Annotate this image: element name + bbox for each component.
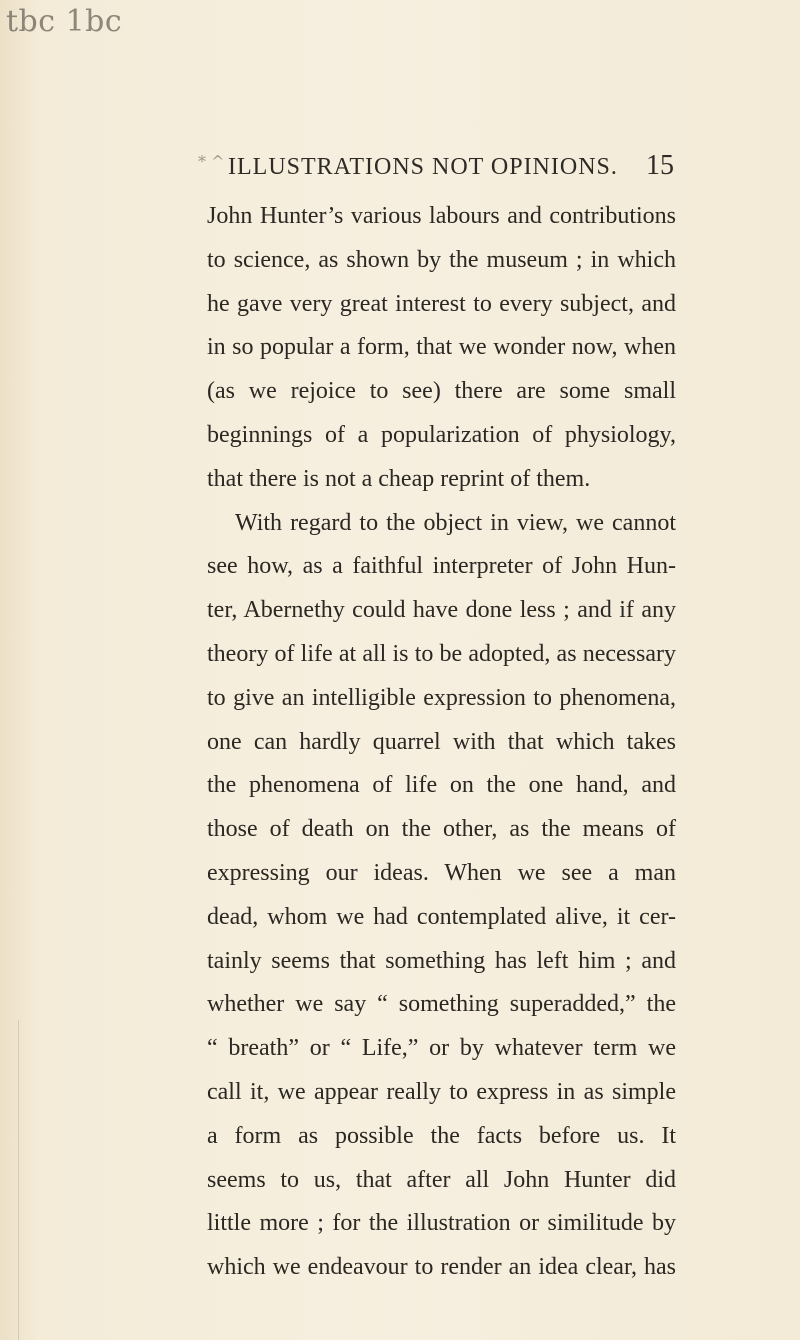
text-line: theory of life at all is to be adopted, as necessary: [207, 640, 676, 667]
text-line: that there is not a cheap reprint of them.: [207, 465, 591, 492]
printer-mark: * ^: [198, 152, 225, 171]
text-line: expressing our ideas. When we see a man: [207, 859, 676, 886]
text-line: those of death on the other, as the means of: [207, 816, 676, 843]
text-line: John Hunter’s various labours and contributions: [207, 203, 676, 229]
text-line: dead, whom we had contemplated alive, it cer-: [207, 903, 676, 930]
text-line: the phenomena of life on the one hand, and: [207, 772, 676, 799]
text-line: in so popular a form, that we wonder now, when: [207, 334, 676, 361]
text-line: seems to us, that after all John Hunter did: [207, 1166, 676, 1193]
body-text: [207, 195, 676, 1290]
text-line: one can hardly quarrel with that which takes: [207, 728, 676, 755]
text-line: he gave very great interest to every subject, and: [207, 290, 676, 317]
text-line: call it, we appear really to express in as simple: [207, 1078, 676, 1105]
margin-shadow: [18, 1020, 19, 1340]
text-line: beginnings of a popularization of physiology,: [207, 421, 676, 448]
text-line: ter, Abernethy could have done less ; and if any: [207, 597, 676, 624]
text-line: to give an intelligible expression to phenomena,: [207, 684, 676, 711]
bleed-through-text: tbc 1bc: [6, 4, 123, 39]
text-line: see how, as a faithful interpreter of John Hun-: [207, 553, 676, 580]
text-line: a form as possible the facts before us. It: [207, 1122, 676, 1149]
text-line: which we endeavour to render an idea clear, has: [207, 1254, 676, 1281]
text-line: (as we rejoice to see) there are some small: [207, 378, 676, 405]
text-line: to science, as shown by the museum ; in which: [207, 246, 676, 273]
text-line: tainly seems that something has left him ; and: [207, 947, 676, 974]
text-line: With regard to the object in view, we cannot: [235, 509, 676, 536]
page-number: 15: [646, 150, 674, 181]
text-line: whether we say “ something superadded,” the: [207, 991, 676, 1018]
text-line: little more ; for the illustration or similitude by: [207, 1210, 676, 1237]
text-line: “ breath” or “ Life,” or by whatever term we: [207, 1035, 676, 1062]
running-head-title: ILLUSTRATIONS NOT OPINIONS.: [228, 154, 618, 180]
running-head: [228, 144, 674, 188]
